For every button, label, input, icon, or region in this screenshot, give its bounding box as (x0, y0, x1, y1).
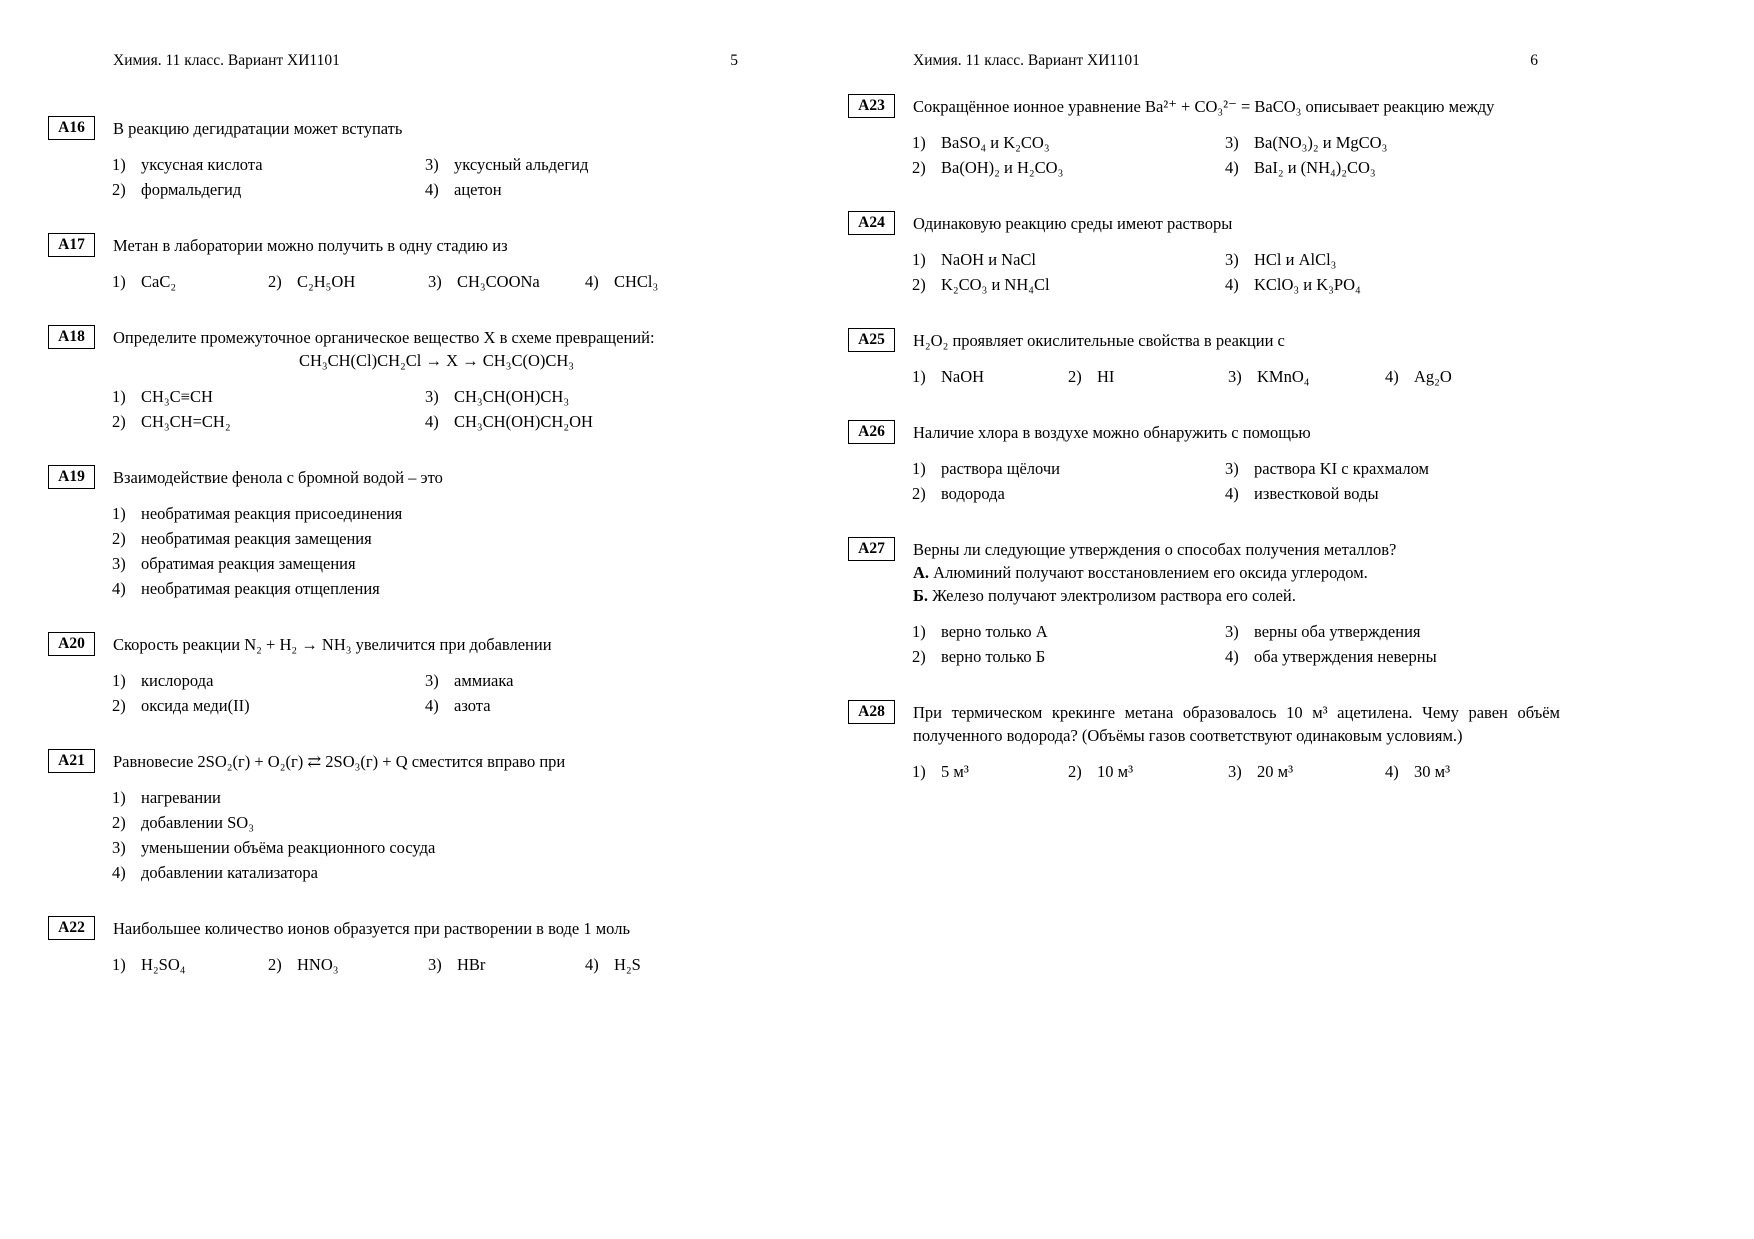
option-number: 1) (112, 788, 126, 807)
option-text: известковой воды (1254, 484, 1379, 503)
question (48, 117, 760, 202)
option-number: 3) (425, 387, 439, 406)
question-number-badge: А21 (48, 749, 95, 773)
option-text: K₂CO₃ и NH₄Cl (941, 275, 1050, 294)
option (1385, 364, 1560, 389)
option-text: CHCl₃ (614, 272, 659, 291)
option-number: 3) (1225, 250, 1239, 269)
header-title: Химия. 11 класс. Вариант ХИ1101 (113, 52, 340, 69)
option-number: 2) (912, 275, 926, 294)
option (912, 619, 1225, 644)
reaction-scheme: CH₃CH(Cl)CH₂Cl → X → CH₃C(O)CH₃ (298, 351, 575, 370)
question-text: Взаимодействие фенола с бромной водой – это (113, 468, 443, 487)
option-number: 3) (428, 272, 442, 291)
option-number: 2) (1068, 367, 1082, 386)
option (912, 481, 1225, 506)
question-number-badge: А20 (48, 632, 95, 656)
option (1228, 759, 1385, 784)
option-text: NaOH (941, 367, 985, 386)
option (912, 155, 1225, 180)
option-text: KClO₃ и K₃PO₄ (1254, 275, 1361, 294)
question-number-badge: А17 (48, 233, 95, 257)
option-text: BaSO₄ и K₂CO₃ (941, 133, 1050, 152)
question (848, 421, 1560, 506)
statement-text: Железо получают электролизом раствора его солей. (928, 586, 1296, 605)
question (48, 326, 760, 434)
question (848, 212, 1560, 297)
option (112, 551, 760, 576)
option-number: 1) (112, 155, 126, 174)
option-number: 3) (1228, 367, 1242, 386)
option-number: 2) (912, 158, 926, 177)
option-text: необратимая реакция замещения (141, 529, 372, 548)
header-title: Химия. 11 класс. Вариант ХИ1101 (913, 52, 1140, 69)
option-number: 1) (912, 133, 926, 152)
option (112, 409, 425, 434)
page-6 (848, 0, 1560, 816)
option (268, 952, 428, 977)
page-header (848, 50, 1560, 71)
page-header (48, 50, 760, 71)
option-text: уксусный альдегид (454, 155, 589, 174)
option-text: Ba(OH)₂ и H₂CO₃ (941, 158, 1064, 177)
question-text: Определите промежуточное органическое вещество X в схеме превращений: (113, 328, 655, 347)
question-text: H₂O₂ проявляет окислительные свойства в реакции с (913, 331, 1285, 350)
option (912, 272, 1225, 297)
options-group (112, 384, 760, 434)
option-text: 30 м³ (1414, 762, 1451, 781)
question-number-badge: А16 (48, 116, 95, 140)
options-group (112, 952, 760, 977)
question-number-badge: А24 (848, 211, 895, 235)
options-group (912, 759, 1560, 784)
question-number-badge: А28 (848, 700, 895, 724)
options-group (912, 619, 1560, 669)
option-text: HI (1097, 367, 1115, 386)
option (268, 269, 428, 294)
question-number-badge: А22 (48, 916, 95, 940)
option (912, 247, 1225, 272)
question-text: Равновесие 2SO₂(г) + O₂(г) ⇄ 2SO₃(г) + Q сместится вправо при (113, 752, 566, 771)
option-number: 3) (112, 554, 126, 573)
question-text: При термическом крекинге метана образовалось 10 м³ ацетилена. Чему равен объём полученного водорода? (Объёмы газов соответствуют одинаковым условиям.) (913, 703, 1560, 745)
option (112, 668, 425, 693)
option-number: 4) (112, 863, 126, 882)
option-text: верно только А (941, 622, 1048, 641)
options-group (112, 269, 760, 294)
option-number: 4) (425, 180, 439, 199)
options-group (112, 501, 760, 601)
option-text: Ba(NO₃)₂ и MgCO₃ (1254, 133, 1388, 152)
option-text: верно только Б (941, 647, 1046, 666)
option (112, 177, 425, 202)
option-text: верны оба утверждения (1254, 622, 1421, 641)
option (912, 130, 1225, 155)
question (848, 701, 1560, 784)
option-number: 4) (425, 412, 439, 431)
option (112, 576, 760, 601)
option-text: HBr (457, 955, 486, 974)
option (425, 384, 760, 409)
option (1225, 644, 1560, 669)
option (1228, 364, 1385, 389)
statement-label: А. (913, 563, 930, 582)
option-text: необратимая реакция отщепления (141, 579, 380, 598)
option-number: 1) (912, 459, 926, 478)
question-number-badge: А27 (848, 537, 895, 561)
option (1225, 456, 1560, 481)
option-text: уменьшении объёма реакционного сосуда (141, 838, 436, 857)
option (1068, 364, 1228, 389)
option-number: 3) (1225, 459, 1239, 478)
option-text: азота (454, 696, 491, 715)
option-text: CaC₂ (141, 272, 177, 291)
question-statement (913, 561, 1560, 584)
option (112, 526, 760, 551)
page-5 (48, 0, 760, 1009)
question (48, 234, 760, 294)
option-text: 10 м³ (1097, 762, 1134, 781)
option-number: 1) (112, 671, 126, 690)
option-number: 1) (912, 762, 926, 781)
option-text: 20 м³ (1257, 762, 1294, 781)
option (1225, 130, 1560, 155)
question (848, 95, 1560, 180)
option-text: CH₃CH(OH)CH₃ (454, 387, 570, 406)
option-number: 3) (425, 155, 439, 174)
question-text: Наличие хлора в воздухе можно обнаружить с помощью (913, 423, 1311, 442)
question (48, 633, 760, 718)
option-number: 4) (425, 696, 439, 715)
option (1385, 759, 1560, 784)
option (112, 785, 760, 810)
option (112, 810, 760, 835)
option (912, 644, 1225, 669)
option (1225, 155, 1560, 180)
questions-column (48, 117, 760, 977)
option (112, 835, 760, 860)
option-number: 2) (912, 647, 926, 666)
question (48, 917, 760, 977)
option (112, 269, 268, 294)
option (112, 384, 425, 409)
option-text: HCl и AlCl₃ (1254, 250, 1337, 269)
option-number: 4) (1225, 647, 1239, 666)
question-text: Верны ли следующие утверждения о способах получения металлов? (913, 540, 1397, 559)
option-number: 4) (1385, 762, 1399, 781)
option-number: 2) (268, 955, 282, 974)
option (112, 152, 425, 177)
option-text: добавлении SO₃ (141, 813, 254, 832)
option-number: 2) (112, 180, 126, 199)
option-number: 1) (112, 272, 126, 291)
option (425, 668, 760, 693)
question-text: Скорость реакции N₂ + H₂ → NH₃ увеличится при добавлении (113, 635, 552, 654)
option-number: 3) (1225, 622, 1239, 641)
option-text: CH₃COONa (457, 272, 540, 291)
option-text: Ag₂O (1414, 367, 1452, 386)
option-number: 2) (112, 696, 126, 715)
question-number-badge: А18 (48, 325, 95, 349)
option-number: 4) (585, 272, 599, 291)
option (585, 269, 760, 294)
question (848, 538, 1560, 669)
option-number: 2) (268, 272, 282, 291)
option (1225, 481, 1560, 506)
question (848, 329, 1560, 389)
option (912, 456, 1225, 481)
option-number: 4) (1225, 158, 1239, 177)
option-number: 2) (112, 529, 126, 548)
option-number: 2) (912, 484, 926, 503)
option (1225, 272, 1560, 297)
question-statement (913, 584, 1560, 607)
option-text: ацетон (454, 180, 502, 199)
statement-text: Алюминий получают восстановлением его оксида углеродом. (929, 563, 1368, 582)
option-text: 5 м³ (941, 762, 969, 781)
option-text: CH₃C≡CH (141, 387, 213, 406)
option-number: 2) (112, 813, 126, 832)
option-number: 1) (912, 250, 926, 269)
option (112, 693, 425, 718)
question-text: Метан в лаборатории можно получить в одну стадию из (113, 236, 508, 255)
option-text: оба утверждения неверны (1254, 647, 1437, 666)
question-text: В реакцию дегидратации может вступать (113, 119, 403, 138)
question-number-badge: А26 (848, 420, 895, 444)
option-number: 4) (112, 579, 126, 598)
option-text: нагревании (141, 788, 221, 807)
option-text: раствора KI с крахмалом (1254, 459, 1429, 478)
options-group (912, 130, 1560, 180)
option-text: H₂SO₄ (141, 955, 186, 974)
question-number-badge: А23 (848, 94, 895, 118)
option-text: HNO₃ (297, 955, 339, 974)
option-text: оксида меди(II) (141, 696, 250, 715)
option-number: 4) (1225, 275, 1239, 294)
option-number: 3) (112, 838, 126, 857)
option-number: 4) (1225, 484, 1239, 503)
option-number: 2) (1068, 762, 1082, 781)
question (48, 750, 760, 885)
option (1225, 619, 1560, 644)
question-number-badge: А19 (48, 465, 95, 489)
options-group (112, 785, 760, 885)
options-group (912, 456, 1560, 506)
options-group (112, 152, 760, 202)
question-text: Одинаковую реакцию среды имеют растворы (913, 214, 1233, 233)
statement-label: Б. (913, 586, 929, 605)
option-number: 4) (1385, 367, 1399, 386)
option-number: 3) (425, 671, 439, 690)
option (1225, 247, 1560, 272)
questions-column (848, 95, 1560, 784)
option-number: 4) (585, 955, 599, 974)
options-group (912, 364, 1560, 389)
option (112, 860, 760, 885)
option-text: кислорода (141, 671, 214, 690)
option (425, 693, 760, 718)
option (428, 269, 585, 294)
option (428, 952, 585, 977)
option-number: 2) (112, 412, 126, 431)
option (112, 501, 760, 526)
options-group (912, 247, 1560, 297)
question (48, 466, 760, 601)
option-number: 3) (1225, 133, 1239, 152)
page-number: 6 (1530, 52, 1538, 69)
option-number: 1) (912, 367, 926, 386)
option (112, 952, 268, 977)
page-number: 5 (730, 52, 738, 69)
option-number: 1) (112, 387, 126, 406)
option (1068, 759, 1228, 784)
option-number: 1) (112, 955, 126, 974)
option-text: добавлении катализатора (141, 863, 318, 882)
option-text: NaOH и NaCl (941, 250, 1036, 269)
question-text: Сокращённое ионное уравнение Ba²⁺ + CO₃²⁻ = BaCO₃ описывает реакцию между (913, 97, 1495, 116)
option (425, 152, 760, 177)
option-text: аммиака (454, 671, 514, 690)
option-text: BaI₂ и (NH₄)₂CO₃ (1254, 158, 1376, 177)
option (425, 409, 760, 434)
option-number: 1) (912, 622, 926, 641)
option-text: водорода (941, 484, 1005, 503)
option-text: формальдегид (141, 180, 242, 199)
option-text: обратимая реакция замещения (141, 554, 356, 573)
option (912, 759, 1068, 784)
option-text: C₂H₅OH (297, 272, 356, 291)
option (425, 177, 760, 202)
option (585, 952, 760, 977)
option-text: необратимая реакция присоединения (141, 504, 403, 523)
option-number: 1) (112, 504, 126, 523)
question-text: Наибольшее количество ионов образуется при растворении в воде 1 моль (113, 919, 630, 938)
options-group (112, 668, 760, 718)
option-text: CH₃CH=CH₂ (141, 412, 231, 431)
option-text: уксусная кислота (141, 155, 263, 174)
option-text: KMnO₄ (1257, 367, 1310, 386)
option-text: CH₃CH(OH)CH₂OH (454, 412, 593, 431)
option (912, 364, 1068, 389)
option-number: 3) (1228, 762, 1242, 781)
option-number: 3) (428, 955, 442, 974)
option-text: H₂S (614, 955, 641, 974)
option-text: раствора щёлочи (941, 459, 1060, 478)
question-number-badge: А25 (848, 328, 895, 352)
